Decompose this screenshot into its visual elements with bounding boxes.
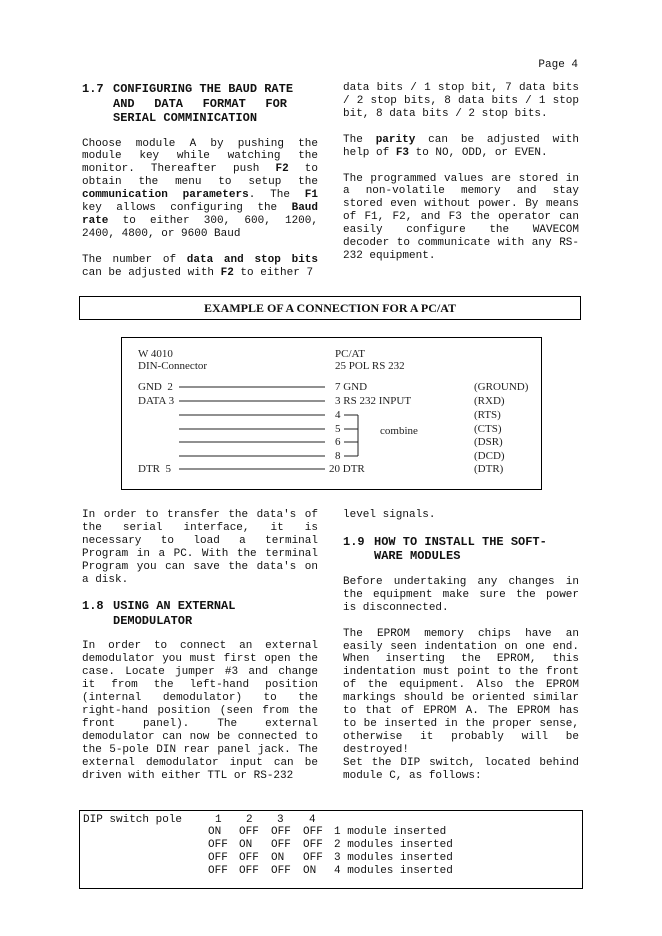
dip-r3-s4: OFF	[303, 852, 323, 864]
section-title-line3: SERIAL COMMINICATION	[113, 111, 258, 125]
signal-dcd: (DCD)	[474, 450, 505, 462]
section-title-line1: HOW TO INSTALL THE SOFT-	[374, 534, 547, 549]
paragraph-external-demodulator: In order to connect an external demodulator you must first open the case. Locate jumper #3 and change it from the left-hand position (internal demodulator) to the right-hand position (seen from the front panel). The external demodulator can now be connected to the 5-pole DIN rear panel jack. The external demodulator input can be driven with either TTL or RS-232	[82, 640, 318, 782]
dip-r3-s2: OFF	[239, 852, 259, 864]
connection-diagram-svg	[122, 338, 543, 491]
dip-r2-s2: ON	[239, 839, 253, 851]
section-title-line2: AND DATA FORMAT FOR	[113, 96, 287, 111]
example-banner: EXAMPLE OF A CONNECTION FOR A PC/AT	[79, 296, 581, 320]
dip-r1-s3: OFF	[271, 826, 291, 838]
combine-label: combine	[380, 425, 418, 437]
column-left-bottom	[82, 509, 318, 782]
dip-r4-s1: OFF	[208, 865, 228, 877]
text: to either 300, 600, 1200, 2400, 4800, or 9600 Baud	[82, 214, 318, 240]
section-number: 1.7	[82, 82, 104, 96]
dip-r1-s1: ON	[208, 826, 222, 838]
dip-r1-s4: OFF	[303, 826, 323, 838]
section-title-line2: WARE MODULES	[374, 549, 461, 564]
dip-r2-s1: OFF	[208, 839, 228, 851]
paragraph-transfer: In order to transfer the data's of the serial interface, it is necessary to load a terminal Program in a PC. With the terminal Program you can save the data's on a disk.	[82, 509, 318, 586]
text: . The	[248, 189, 305, 202]
text: to obtain the menu to setup the	[82, 163, 318, 189]
signal-ground: (GROUND)	[474, 381, 529, 393]
pc-pin-6: 6	[335, 436, 341, 448]
key-f3: F3	[395, 146, 410, 159]
text: key allows configuring the	[82, 202, 292, 215]
dip-r4-s2: OFF	[239, 865, 259, 877]
key-f1: F1	[304, 189, 318, 202]
dip-pole-2: 2	[246, 814, 253, 826]
pc-pin-7: 7 GND	[335, 381, 368, 393]
dip-pole-3: 3	[277, 814, 284, 826]
text: The number of	[82, 253, 187, 266]
dip-r3-s3: ON	[271, 852, 285, 864]
column-right-bottom	[343, 509, 579, 783]
text: can be adjusted with	[82, 266, 221, 279]
dip-r4-s4: ON	[303, 865, 317, 877]
signal-dsr: (DSR)	[474, 436, 503, 448]
pc-pin-3: 3 RS 232 INPUT	[335, 395, 412, 407]
dip-r3-s1: OFF	[208, 852, 228, 864]
paragraph-baud	[82, 138, 318, 241]
dip-switch-title: DIP switch pole	[83, 814, 183, 826]
dip-r4-desc: 4 modules inserted	[334, 865, 453, 877]
dip-pole-4: 4	[309, 814, 316, 826]
page-number: Page 4	[538, 59, 578, 71]
signal-rxd: (RXD)	[474, 395, 505, 407]
din-pin-gnd: GND 2	[138, 381, 173, 393]
din-pin-dtr: DTR 5	[138, 463, 171, 475]
section-title-line1: CONFIGURING THE BAUD RATE	[113, 82, 294, 96]
term-parity: parity	[375, 133, 416, 146]
signal-rts: (RTS)	[474, 409, 501, 421]
section-heading-1-8	[82, 599, 318, 628]
dip-r1-s2: OFF	[239, 826, 259, 838]
pc-pin-5: 5	[335, 423, 341, 435]
key-f2: F2	[275, 163, 289, 176]
section-number: 1.9	[343, 534, 365, 549]
dip-r1-desc: 1 module inserted	[334, 826, 447, 838]
section-number: 1.8	[82, 599, 104, 614]
pc-pin-8: 8	[335, 450, 341, 462]
text: can be adjusted with help of	[343, 133, 580, 159]
paragraph-programmed-values: The programmed values are stored in a non-volatile memory and stay stored even without power. By means of F1, F2, and F3 the operator can easily configure the WAVECOM decoder to communicate with any RS-232 equipment.	[343, 172, 579, 262]
paragraph-eprom: The EPROM memory chips have an easily seen indentation on one end. When inserting the EPROM, this indentation must point to the front of the equipment. Also the EPROM markings should be oriented similar to that of EPROM A. The EPROM has to be inserted in the proper sense, otherwise it probably will be destroyed!	[343, 627, 579, 756]
pc-pin-4: 4	[335, 409, 341, 421]
dip-r2-desc: 2 modules inserted	[334, 839, 453, 851]
column-right-top	[343, 82, 579, 276]
term-data-stop-bits: data and stop bits	[186, 253, 318, 266]
dip-r2-s4: OFF	[303, 839, 323, 851]
pc-title: PC/AT	[335, 348, 365, 360]
column-left-top	[82, 82, 318, 280]
paragraph-power-disconnected: Before undertaking any changes in the equipment make sure the power is disconnected.	[343, 575, 579, 614]
paragraph-data-stop-bits-start	[82, 254, 318, 280]
paragraph-dip-switch: Set the DIP switch, located behind module C, as follows:	[343, 756, 579, 782]
dip-r2-s3: OFF	[271, 839, 291, 851]
key-f2: F2	[220, 266, 234, 279]
connection-diagram	[121, 337, 542, 490]
paragraph-parity	[343, 134, 579, 160]
din-pin-data: DATA 3	[138, 395, 175, 407]
section-heading-1-7	[82, 82, 318, 126]
din-title: W 4010	[138, 348, 173, 360]
pc-pin-20: 20 DTR	[329, 463, 365, 475]
section-heading-1-9	[343, 535, 579, 564]
dip-switch-table	[79, 810, 583, 889]
paragraph-level-signals: level signals.	[343, 509, 436, 521]
section-title-line2: DEMODULATOR	[113, 613, 193, 628]
section-title-line1: USING AN EXTERNAL	[113, 599, 236, 614]
dip-pole-1: 1	[215, 814, 222, 826]
text: Choose module A by pushing the module key while watching the monitor. Thereafter push	[82, 137, 318, 176]
text: to either 7	[233, 266, 314, 279]
dip-r3-desc: 3 modules inserted	[334, 852, 453, 864]
pc-subtitle: 25 POL RS 232	[335, 360, 405, 372]
text: to NO, ODD, or EVEN.	[409, 146, 548, 159]
paragraph-data-stop-bits-cont: data bits / 1 stop bit, 7 data bits / 2 stop bits, 8 data bits / 1 stop bit, 8 data bits / 2 stop bits.	[343, 82, 579, 120]
text: The	[343, 133, 376, 146]
dip-r4-s3: OFF	[271, 865, 291, 877]
term-baud-rate: Baud rate	[82, 202, 318, 227]
din-subtitle: DIN-Connector	[138, 360, 208, 372]
term-communication-parameters: communication parameters	[82, 189, 249, 202]
signal-cts: (CTS)	[474, 423, 502, 435]
signal-dtr: (DTR)	[474, 463, 504, 475]
